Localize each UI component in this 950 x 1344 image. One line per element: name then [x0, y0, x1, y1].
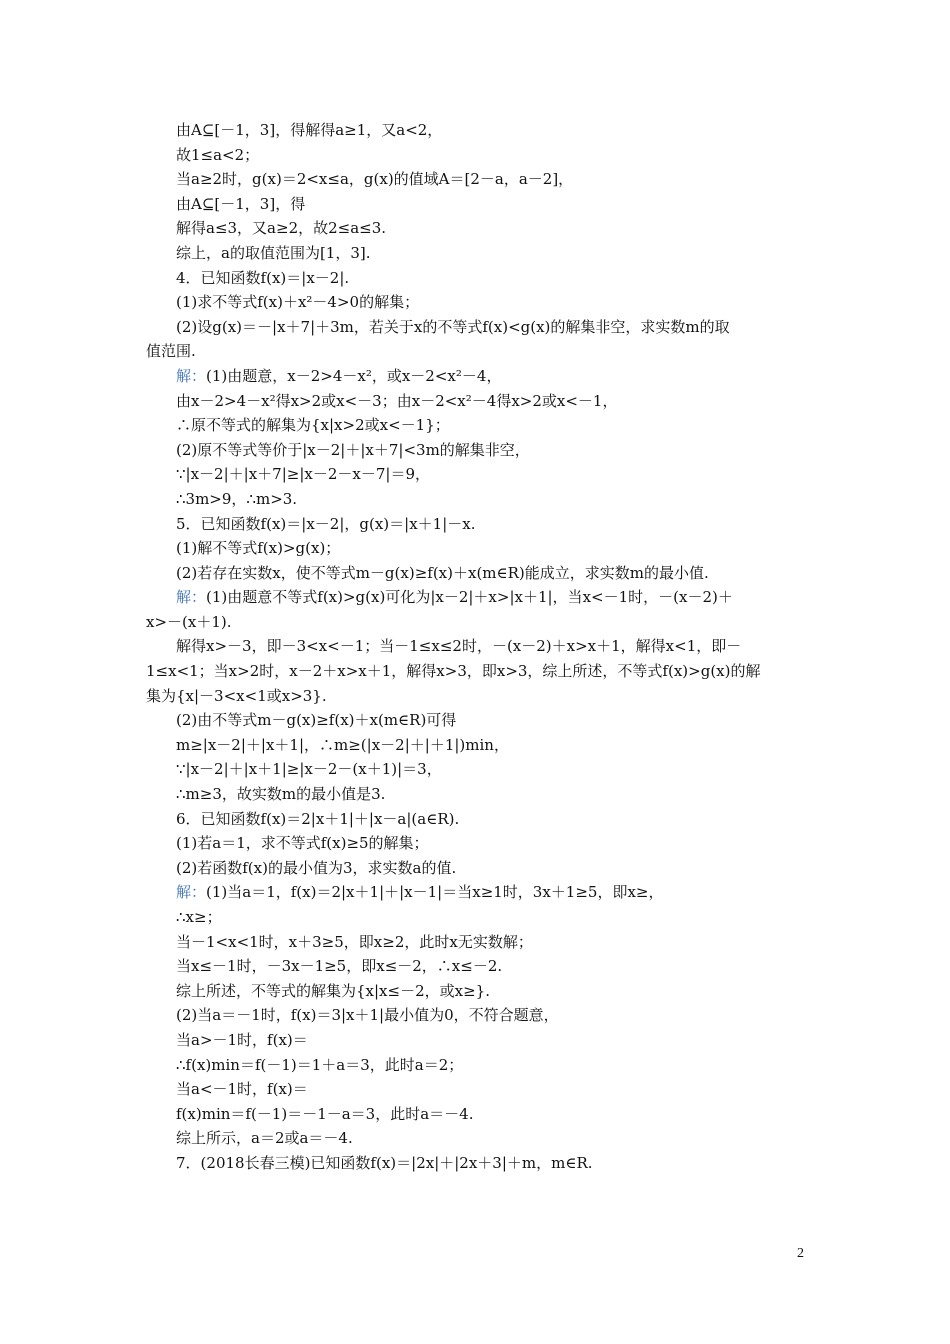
line-text: (2)设g(x)＝－|x＋7|＋3m，若关于x的不等式f(x)<g(x)的解集非空，求实数m的取 [176, 317, 730, 336]
line-text: 6．已知函数f(x)＝2|x＋1|＋|x－a|(a∈R). [176, 809, 460, 828]
line-text: 值范围. [146, 342, 196, 361]
text-line [146, 487, 810, 512]
solution-label: 解： [176, 366, 207, 385]
solution-label: 解： [176, 883, 207, 902]
line-text: 4．已知函数f(x)＝|x－2|. [176, 268, 350, 287]
line-text: ∴m≥3，故实数m的最小值是3. [176, 785, 386, 804]
line-text: (2)若存在实数x，使不等式m－g(x)≥f(x)＋x(m∈R)能成立，求实数m的最小值. [176, 563, 709, 582]
line-text: 当a<－1时，f(x)＝ [176, 1080, 308, 1099]
line-text: ∴f(x)min＝f(－1)＝1＋a＝3，此时a＝2； [176, 1055, 464, 1074]
page-number: 2 [797, 1246, 804, 1261]
text-line [146, 1028, 810, 1053]
text-line [146, 782, 810, 807]
line-text: (2)原不等式等价于|x－2|＋|x＋7|<3m的解集非空， [176, 440, 530, 459]
line-text: (2)当a＝－1时，f(x)＝3|x＋1|最小值为0，不符合题意， [176, 1006, 559, 1025]
line-text: 由x－2>4－x²得x>2或x<－3；由x－2<x²－4得x>2或x<－1， [176, 391, 618, 410]
text-line [146, 290, 810, 315]
text-line [146, 954, 810, 979]
text-line [146, 733, 810, 758]
line-text: 解得a≤3，又a≥2，故2≤a≤3. [176, 219, 387, 238]
line-text: (1)解不等式f(x)>g(x)； [176, 539, 341, 558]
text-line [146, 389, 810, 414]
line-text: 集为{x|－3<x<1或x>3}. [146, 686, 327, 705]
text-line [146, 905, 810, 930]
line-text: 当a>－1时，f(x)＝ [176, 1030, 308, 1049]
text-line [146, 880, 810, 905]
line-text: 当－1<x<1时，x＋3≥5，即x≥2，此时x无实数解； [176, 932, 533, 951]
line-text: ∵|x－2|＋|x＋7|≥|x－2－x－7|＝9， [176, 465, 430, 484]
line-text: m≥|x－2|＋|x＋1|，∴m≥(|x－2|＋|＋1|)min， [176, 735, 509, 754]
line-text: 由A⊆[－1，3]，得解得a≥1，又a<2， [176, 121, 443, 139]
line-text: 5．已知函数f(x)＝|x－2|，g(x)＝|x＋1|－x. [176, 514, 476, 533]
line-text: 综上所述，不等式的解集为{x|x≤－2，或x≥}. [176, 981, 490, 1000]
line-text: (2)由不等式m－g(x)≥f(x)＋x(m∈R)可得 [176, 711, 457, 730]
line-text: 故1≤a<2； [176, 145, 260, 164]
solution-label: 解： [176, 588, 207, 607]
line-text: 1≤x<1；当x>2时，x－2＋x>x＋1，解得x>3，即x>3，综上所述，不等式f(x)>g(x)的解 [146, 662, 761, 681]
line-text: 由A⊆[－1，3]，得 [176, 194, 306, 213]
line-text: 综上所示，a＝2或a＝－4. [176, 1129, 353, 1148]
text-line [146, 757, 810, 782]
text-line [146, 413, 810, 438]
line-text: (2)若函数f(x)的最小值为3，求实数a的值. [176, 858, 457, 877]
text-line [146, 143, 810, 168]
text-line [146, 339, 810, 364]
text-line [146, 979, 810, 1004]
text-line [146, 216, 810, 241]
text-line [146, 364, 810, 389]
line-text: 综上，a的取值范围为[1，3]. [176, 243, 371, 262]
line-text: ∴x≥； [176, 908, 222, 926]
text-line [146, 192, 810, 217]
line-text: 当x≤－1时，－3x－1≥5，即x≤－2，∴x≤－2. [176, 957, 503, 976]
line-text: ∴3m>9，∴m>3. [176, 489, 298, 508]
text-line [146, 167, 810, 192]
text-line [146, 561, 810, 586]
text-line [146, 512, 810, 537]
text-line [146, 1151, 810, 1176]
line-text: (1)由题意不等式f(x)>g(x)可化为|x－2|＋x>|x＋1|，当x<－1时，－(x－2)＋ [206, 588, 733, 607]
text-line [146, 856, 810, 881]
text-line [146, 610, 810, 635]
line-text: ∴原不等式的解集为{x|x>2或x<－1}； [176, 416, 450, 435]
line-text: (1)求不等式f(x)＋x²－4>0的解集； [176, 293, 420, 312]
line-text: ∵|x－2|＋|x＋1|≥|x－2－(x＋1)|＝3， [176, 760, 442, 779]
text-line [146, 708, 810, 733]
text-line [146, 462, 810, 487]
text-line [146, 1053, 810, 1078]
line-text: f(x)min＝f(－1)＝－1－a＝3，此时a＝－4. [176, 1104, 474, 1123]
line-text: 7．(2018长春三模)已知函数f(x)＝|2x|＋|2x＋3|＋m，m∈R. [176, 1153, 593, 1172]
text-line [146, 536, 810, 561]
line-text: 解得x>－3，即－3<x<－1；当－1≤x≤2时，－(x－2)＋x>x＋1，解得x<1，即－ [176, 637, 742, 656]
text-line [146, 684, 810, 709]
text-line [146, 831, 810, 856]
line-text: (1)由题意，x－2>4－x²，或x－2<x²－4， [206, 366, 502, 385]
text-line [146, 1126, 810, 1151]
text-line [146, 438, 810, 463]
line-text: x>－(x＋1). [146, 612, 232, 631]
line-text: (1)当a＝1，f(x)＝2|x＋1|＋|x－1|＝当x≥1时，3x＋1≥5，即x≥， [206, 883, 664, 902]
line-text: (1)若a＝1，求不等式f(x)≥5的解集； [176, 834, 429, 853]
solution-text-body [146, 118, 810, 1176]
text-line [146, 266, 810, 291]
text-line [146, 1003, 810, 1028]
text-line [146, 315, 810, 340]
text-line [146, 807, 810, 832]
text-line [146, 1102, 810, 1127]
line-text: 当a≥2时，g(x)＝2<x≤a，g(x)的值域A＝[2－a，a－2]， [176, 170, 574, 189]
text-line [146, 659, 810, 684]
text-line [146, 241, 810, 266]
text-line [146, 585, 810, 610]
text-line [146, 1077, 810, 1102]
text-line [146, 930, 810, 955]
text-line [146, 118, 810, 143]
text-line [146, 634, 810, 659]
